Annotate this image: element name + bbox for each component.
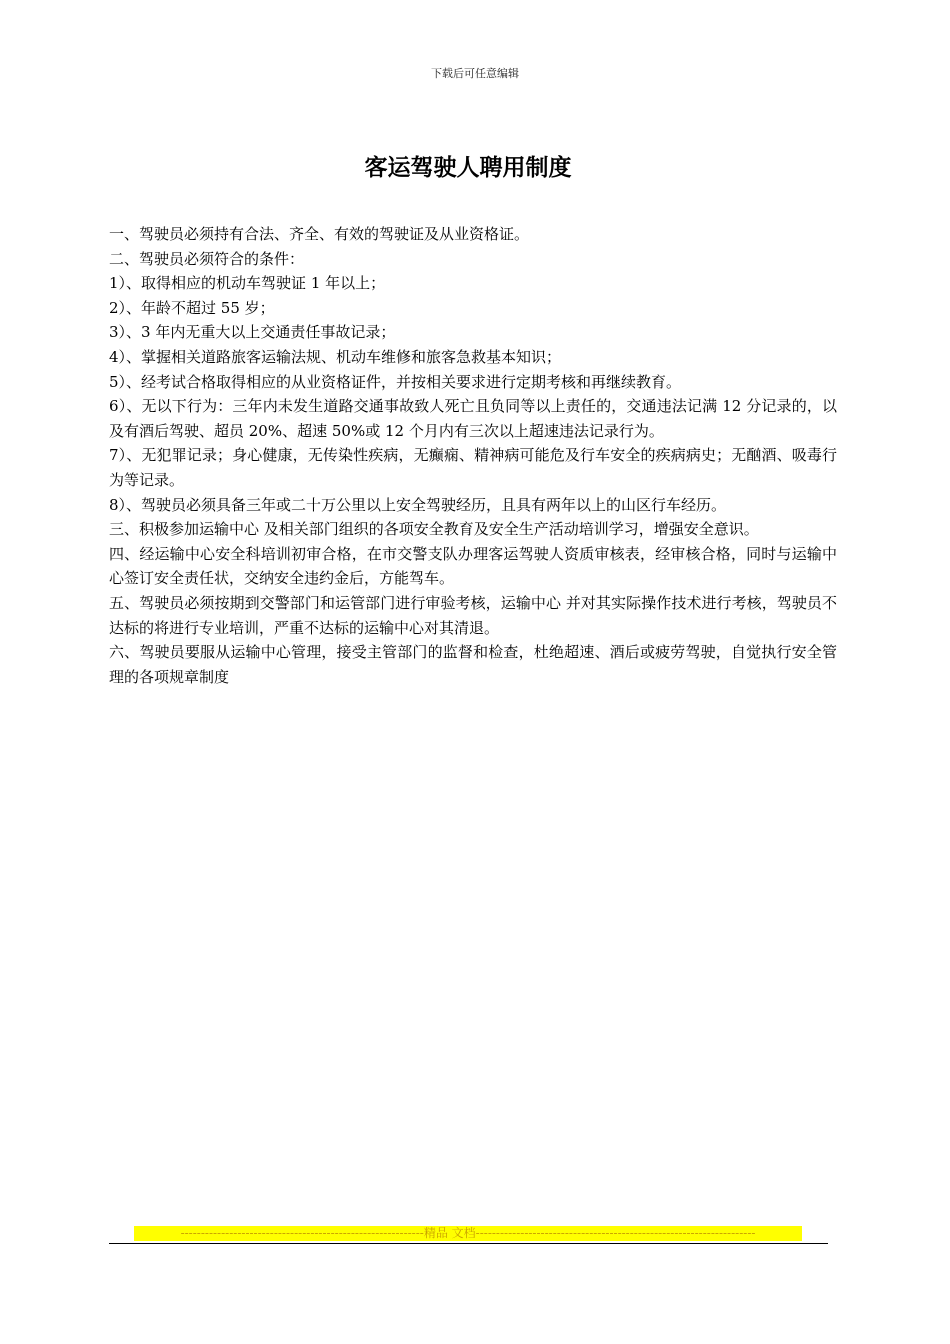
paragraph: 三、积极参加运输中心 及相关部门组织的各项安全教育及安全生产活动培训学习，增强安全意识。 [109,520,759,539]
paragraph: 1）、取得相应的机动车驾驶证 1 年以上； [109,274,386,293]
paragraph: 7）、无犯罪记录；身心健康，无传染性疾病，无癫痫、精神病可能危及行车安全的疾病病史；无酗酒、吸毒行为等记录。 [109,446,837,489]
paragraph: 二、驾驶员必须符合的条件： [109,249,305,268]
paragraph: 4）、掌握相关道路旅客运输法规、机动车维修和旅客急救基本知识； [109,347,562,366]
paragraph: 五、驾驶员必须按期到交警部门和运管部门进行审验考核，运输中心 并对其实际操作技术进行考核，驾驶员不达标的将进行专业培训，严重不达标的运输中心对其清退。 [109,593,837,637]
paragraph: 3）、3 年内无重大以上交通责任事故记录； [109,323,396,342]
footer-divider [109,1243,828,1244]
paragraph: 一、驾驶员必须持有合法、齐全、有效的驾驶证及从业资格证。 [109,225,530,243]
footer-watermark: ------------------------------------------------------------精品 文档--------------------------------------------------------------------- [134,1226,802,1241]
document-body [109,222,837,689]
paragraph: 六、驾驶员要服从运输中心管理，接受主管部门的监督和检查，杜绝超速、酒后或疲劳驾驶，自觉执行安全管理的各项规章制度 [109,643,837,686]
paragraph: 5）、经考试合格取得相应的从业资格证件，并按相关要求进行定期考核和再继续教育。 [109,372,682,391]
paragraph: 6）、无以下行为：三年内未发生道路交通事故致人死亡且负同等以上责任的，交通违法记满 12 分记录的，以及有酒后驾驶、超员 20%、超速 50%或 12 个月内有三次以上超速违法记录行为。 [109,397,837,440]
paragraph: 四、经运输中心安全科培训初审合格，在市交警支队办理客运驾驶人资质审核表，经审核合格，同时与运输中心签订安全责任状，交纳安全违约金后，方能驾车。 [109,544,837,588]
paragraph: 2）、年龄不超过 55 岁； [109,298,275,317]
header-note: 下载后可任意编辑 [431,67,519,80]
paragraph: 8）、驾驶员必须具备三年或二十万公里以上安全驾驶经历，且具有两年以上的山区行车经历。 [109,495,727,514]
document-title: 客运驾驶人聘用制度 [364,154,572,181]
